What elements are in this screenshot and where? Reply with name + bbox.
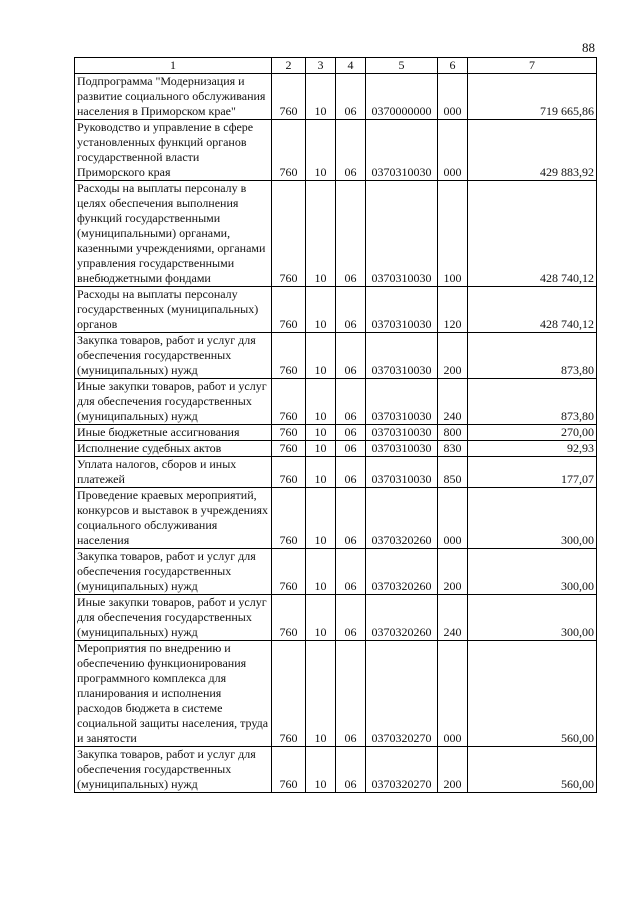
table-row <box>75 488 597 549</box>
expense-type-code: 000 <box>438 120 468 181</box>
amount: 560,00 <box>468 747 597 793</box>
section-code: 10 <box>306 379 336 425</box>
expense-type-code: 200 <box>438 747 468 793</box>
amount: 428 740,12 <box>468 287 597 333</box>
table-row <box>75 747 597 793</box>
table-row <box>75 457 597 488</box>
expense-type-code: 000 <box>438 641 468 747</box>
section-code: 10 <box>306 641 336 747</box>
section-code: 10 <box>306 488 336 549</box>
ministry-code: 760 <box>272 333 306 379</box>
ministry-code: 760 <box>272 488 306 549</box>
expense-type-code: 800 <box>438 425 468 441</box>
table-row <box>75 641 597 747</box>
column-header: 5 <box>366 58 438 74</box>
amount: 177,07 <box>468 457 597 488</box>
expense-type-code: 240 <box>438 379 468 425</box>
amount: 300,00 <box>468 488 597 549</box>
table-row <box>75 441 597 457</box>
ministry-code: 760 <box>272 287 306 333</box>
amount: 300,00 <box>468 549 597 595</box>
section-code: 10 <box>306 747 336 793</box>
row-name: Закупка товаров, работ и услуг для обеспечения государственных (муниципальных) нужд <box>75 333 272 379</box>
page-number: 88 <box>582 40 595 55</box>
subsection-code: 06 <box>336 74 366 120</box>
table-row <box>75 287 597 333</box>
section-code: 10 <box>306 549 336 595</box>
row-name: Иные закупки товаров, работ и услуг для обеспечения государственных (муниципальных) нужд <box>75 595 272 641</box>
subsection-code: 06 <box>336 181 366 287</box>
target-article-code: 0370310030 <box>366 181 438 287</box>
table-row <box>75 425 597 441</box>
subsection-code: 06 <box>336 379 366 425</box>
column-header: 6 <box>438 58 468 74</box>
row-name: Подпрограмма "Модернизация и развитие социального обслуживания населения в Приморском крае" <box>75 74 272 120</box>
subsection-code: 06 <box>336 287 366 333</box>
expense-type-code: 850 <box>438 457 468 488</box>
expense-type-code: 830 <box>438 441 468 457</box>
section-code: 10 <box>306 441 336 457</box>
expense-type-code: 240 <box>438 595 468 641</box>
target-article-code: 0370310030 <box>366 441 438 457</box>
ministry-code: 760 <box>272 441 306 457</box>
table-row <box>75 595 597 641</box>
ministry-code: 760 <box>272 595 306 641</box>
amount: 873,80 <box>468 333 597 379</box>
subsection-code: 06 <box>336 425 366 441</box>
ministry-code: 760 <box>272 549 306 595</box>
column-header: 7 <box>468 58 597 74</box>
table-row <box>75 549 597 595</box>
ministry-code: 760 <box>272 181 306 287</box>
target-article-code: 0370310030 <box>366 333 438 379</box>
expense-type-code: 120 <box>438 287 468 333</box>
row-name: Уплата налогов, сборов и иных платежей <box>75 457 272 488</box>
target-article-code: 0370310030 <box>366 379 438 425</box>
row-name: Расходы на выплаты персоналу в целях обеспечения выполнения функций государственными (муниципальными) органами, казенными учреждениями, органами управления государственными внебюджетными фондами <box>75 181 272 287</box>
amount: 270,00 <box>468 425 597 441</box>
section-code: 10 <box>306 333 336 379</box>
subsection-code: 06 <box>336 641 366 747</box>
section-code: 10 <box>306 120 336 181</box>
subsection-code: 06 <box>336 441 366 457</box>
amount: 92,93 <box>468 441 597 457</box>
target-article-code: 0370320270 <box>366 747 438 793</box>
expense-type-code: 000 <box>438 488 468 549</box>
subsection-code: 06 <box>336 595 366 641</box>
amount: 428 740,12 <box>468 181 597 287</box>
subsection-code: 06 <box>336 488 366 549</box>
table-row <box>75 74 597 120</box>
table-row <box>75 379 597 425</box>
section-code: 10 <box>306 425 336 441</box>
target-article-code: 0370320260 <box>366 488 438 549</box>
amount: 300,00 <box>468 595 597 641</box>
column-header: 2 <box>272 58 306 74</box>
subsection-code: 06 <box>336 333 366 379</box>
row-name: Закупка товаров, работ и услуг для обеспечения государственных (муниципальных) нужд <box>75 549 272 595</box>
expense-type-code: 200 <box>438 333 468 379</box>
expense-type-code: 100 <box>438 181 468 287</box>
section-code: 10 <box>306 287 336 333</box>
subsection-code: 06 <box>336 457 366 488</box>
section-code: 10 <box>306 595 336 641</box>
table-row <box>75 120 597 181</box>
row-name: Исполнение судебных актов <box>75 441 272 457</box>
target-article-code: 0370310030 <box>366 457 438 488</box>
amount: 560,00 <box>468 641 597 747</box>
table-row <box>75 333 597 379</box>
row-name: Мероприятия по внедрению и обеспечению функционирования программного комплекса для планирования и исполнения расходов бюджета в системе социальной защиты населения, труда и занятости <box>75 641 272 747</box>
target-article-code: 0370310030 <box>366 425 438 441</box>
row-name: Иные бюджетные ассигнования <box>75 425 272 441</box>
column-header: 4 <box>336 58 366 74</box>
ministry-code: 760 <box>272 74 306 120</box>
section-code: 10 <box>306 74 336 120</box>
target-article-code: 0370310030 <box>366 287 438 333</box>
ministry-code: 760 <box>272 457 306 488</box>
target-article-code: 0370310030 <box>366 120 438 181</box>
target-article-code: 0370000000 <box>366 74 438 120</box>
subsection-code: 06 <box>336 549 366 595</box>
column-header: 1 <box>75 58 272 74</box>
table-row <box>75 181 597 287</box>
expense-type-code: 200 <box>438 549 468 595</box>
target-article-code: 0370320270 <box>366 641 438 747</box>
row-name: Проведение краевых мероприятий, конкурсов и выставок в учреждениях социального обслуживания населения <box>75 488 272 549</box>
budget-table <box>74 57 597 793</box>
column-header: 3 <box>306 58 336 74</box>
section-code: 10 <box>306 181 336 287</box>
subsection-code: 06 <box>336 120 366 181</box>
ministry-code: 760 <box>272 747 306 793</box>
amount: 429 883,92 <box>468 120 597 181</box>
ministry-code: 760 <box>272 641 306 747</box>
ministry-code: 760 <box>272 425 306 441</box>
subsection-code: 06 <box>336 747 366 793</box>
ministry-code: 760 <box>272 120 306 181</box>
section-code: 10 <box>306 457 336 488</box>
header-row <box>75 58 597 74</box>
target-article-code: 0370320260 <box>366 549 438 595</box>
amount: 873,80 <box>468 379 597 425</box>
amount: 719 665,86 <box>468 74 597 120</box>
row-name: Иные закупки товаров, работ и услуг для обеспечения государственных (муниципальных) нужд <box>75 379 272 425</box>
row-name: Расходы на выплаты персоналу государственных (муниципальных) органов <box>75 287 272 333</box>
row-name: Руководство и управление в сфере установленных функций органов государственной власти Приморского края <box>75 120 272 181</box>
target-article-code: 0370320260 <box>366 595 438 641</box>
expense-type-code: 000 <box>438 74 468 120</box>
ministry-code: 760 <box>272 379 306 425</box>
row-name: Закупка товаров, работ и услуг для обеспечения государственных (муниципальных) нужд <box>75 747 272 793</box>
